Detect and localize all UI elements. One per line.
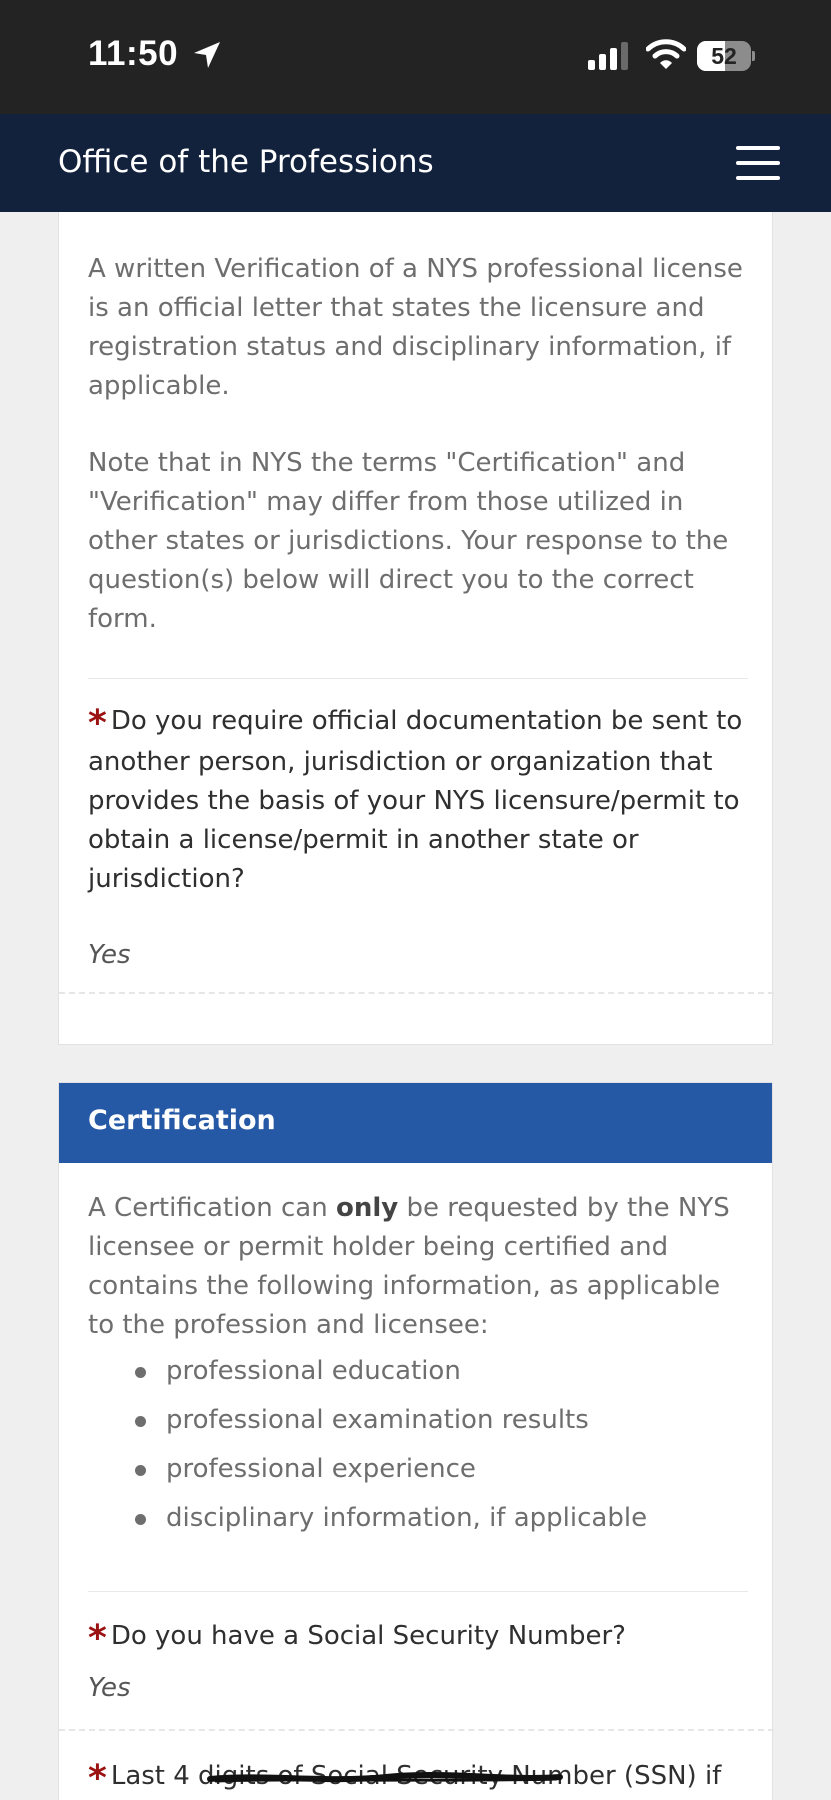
ssn-last4-question-text: Last 4 digits of Social Security Number (SSN) if: [110, 1761, 722, 1791]
verification-intro: A written Verification of a NYS professional license is an official letter that states the licensure and registration status and disciplinary information, if applicable.: [88, 254, 743, 401]
ssn-question-text: Do you have a Social Security Number?: [110, 1621, 626, 1651]
required-marker: *: [88, 1618, 107, 1659]
battery-icon: [697, 41, 755, 71]
list-item: disciplinary information, if applicable: [88, 1494, 748, 1543]
required-marker: *: [88, 703, 107, 744]
certification-intro: A Certification can only be requested by the NYS licensee or permit holder being certified and contains the following information, as applicable to the profession and licensee:: [88, 1193, 730, 1340]
app-header: [0, 114, 831, 212]
documentation-answer[interactable]: Yes: [88, 940, 131, 970]
list-item: professional examination results: [88, 1396, 748, 1445]
verification-note: Note that in NYS the terms "Certification" and "Verification" may differ from those utilized in other states or jurisdictions. Your response to the question(s) below will direct you to the correct form.: [88, 448, 729, 634]
battery-level: 52: [711, 43, 737, 69]
dashed-divider: [59, 1729, 774, 1731]
wifi-icon: [646, 38, 686, 70]
hamburger-menu-icon[interactable]: [736, 146, 780, 180]
verification-card: [58, 212, 773, 1045]
status-bar: [0, 0, 831, 114]
divider: [88, 678, 748, 679]
required-marker: *: [88, 1758, 107, 1799]
documentation-question: [88, 702, 748, 899]
documentation-question-text: Do you require official documentation be sent to another person, jurisdiction or organization that provides the basis of your NYS licensure/permit to obtain a license/permit in another state or jurisdiction?: [88, 706, 743, 894]
certification-title: Certification: [88, 1105, 276, 1136]
certification-section-header: [59, 1083, 772, 1163]
status-time: 11:50: [88, 34, 179, 73]
ssn-answer[interactable]: Yes: [88, 1673, 131, 1703]
cellular-signal-icon: [588, 42, 632, 70]
certification-card: [58, 1082, 773, 1800]
location-arrow-icon: [192, 40, 222, 70]
dashed-divider: [59, 992, 774, 994]
site-title[interactable]: Office of the Professions: [58, 144, 434, 180]
redaction-scribble: [206, 1770, 564, 1786]
certification-info-list: [88, 1347, 748, 1543]
divider: [88, 1591, 748, 1592]
emphasis-only: only: [335, 1193, 399, 1223]
list-item: professional experience: [88, 1445, 748, 1494]
ssn-question: [88, 1617, 748, 1658]
list-item: professional education: [88, 1347, 748, 1396]
